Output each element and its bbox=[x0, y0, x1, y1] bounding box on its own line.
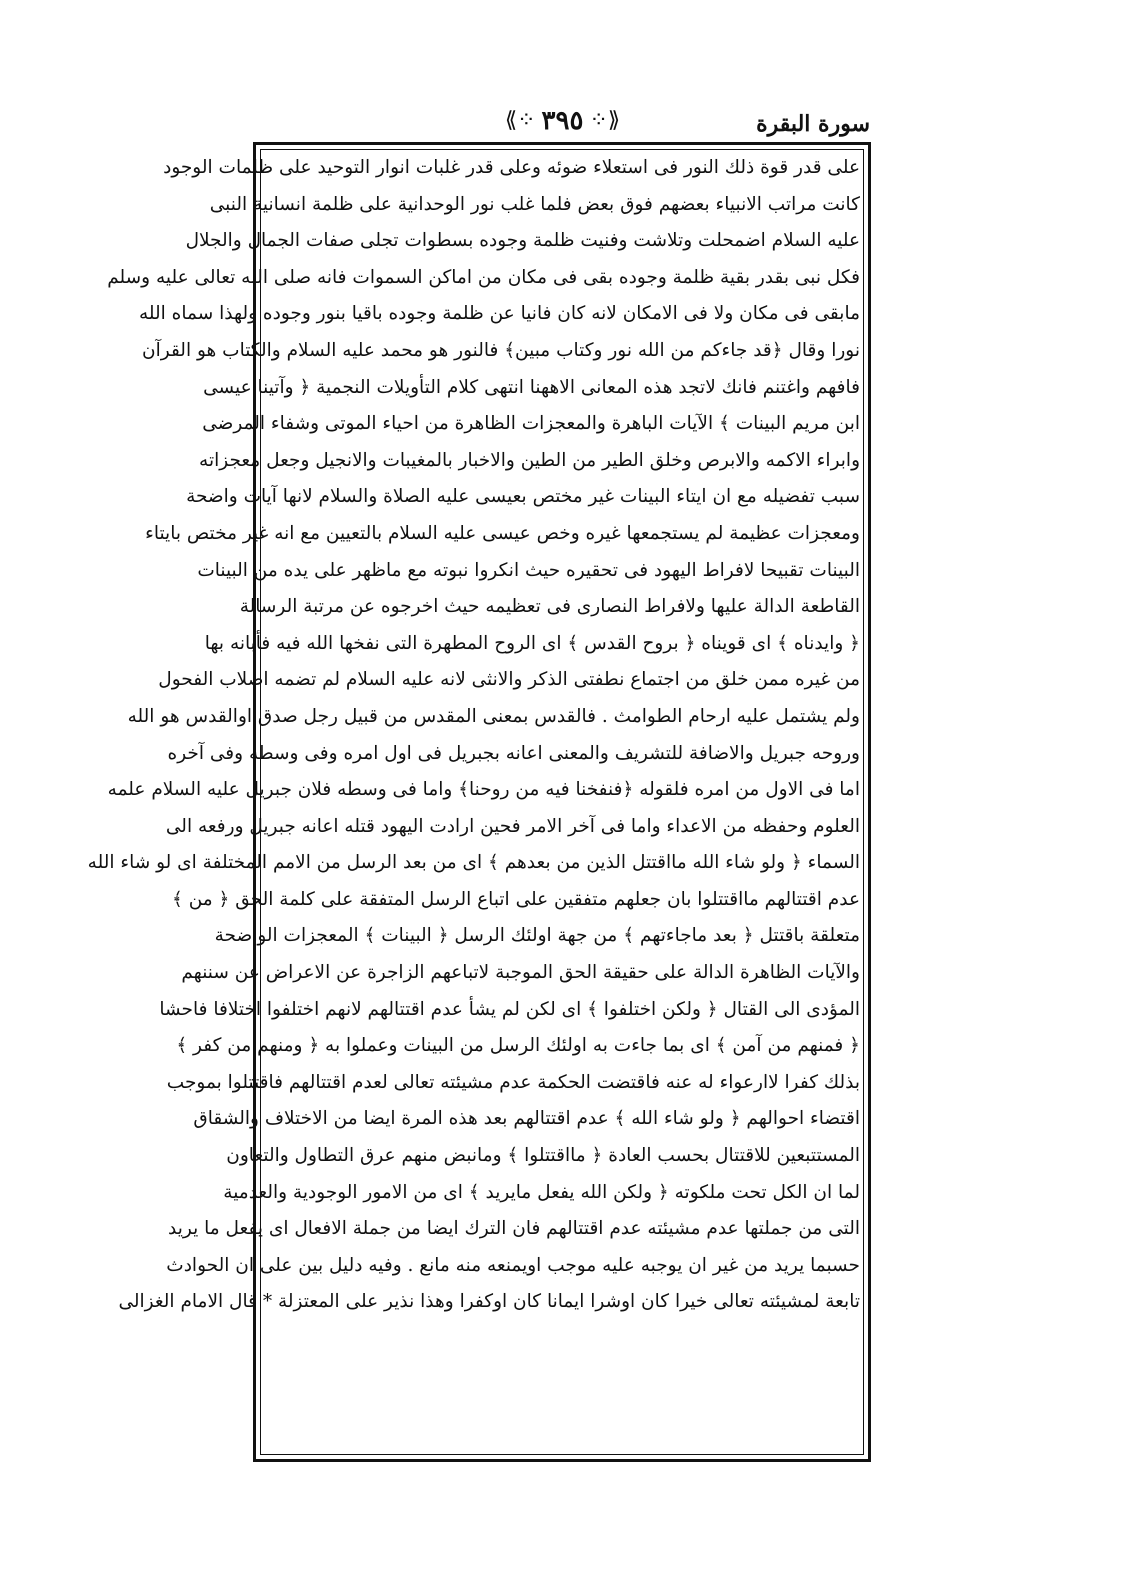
text-line: ﴿ فمنهم من آمن ﴾ اى بما جاءت به اولئك الرسل من البينات وعملوا به ﴿ ومنهم من كفر ﴾ bbox=[176, 1035, 860, 1057]
text-line: تابعة لمشيئته تعالى خيرا كان اوشرا ايمانا كان اوكفرا وهذا نذير على المعتزلة * قال الامام الغزالى bbox=[118, 1291, 860, 1313]
text-line: العلوم وحفظه من الاعداء واما فى آخر الامر فحين ارادت اليهود قتله اعانه جبريل ورفعه الى bbox=[165, 815, 860, 837]
text-line: متعلقة باقتتل ﴿ بعد ماجاءتهم ﴾ من جهة اولئك الرسل ﴿ البينات ﴾ المعجزات الواضحة bbox=[214, 925, 860, 947]
text-line: عدم اقتتالهم مااقتتلوا بان جعلهم متفقين على اتباع الرسل المتفقة على كلمة الحق ﴿ من ﴾ bbox=[171, 888, 860, 910]
text-line: ولم يشتمل عليه ارحام الطوامث . فالقدس بمعنى المقدس من قبيل رجل صدق اوالقدس هو الله bbox=[127, 705, 860, 727]
text-line: البينات تقبيحا لافراط اليهود فى تحقيره حيث انكروا نبوته مع ماظهر على يده من البينات bbox=[197, 559, 860, 581]
text-line: على قدر قوة ذلك النور فى استعلاء ضوئه وعلى قدر غلبات انوار التوحيد على ظلمات الوجود bbox=[163, 157, 860, 178]
text-line: اقتضاء احوالهم ﴿ ولو شاء الله ﴾ عدم اقتتالهم بعد هذه المرة ايضا من الاختلاف والشقاق bbox=[193, 1108, 860, 1130]
text-line: فافهم واغتنم فانك لاتجد هذه المعانى الاههنا انتهى كلام التأويلات النجمية ﴿ وآتينا عيسى bbox=[203, 376, 860, 398]
text-line: فكل نبى بقدر بقية ظلمة وجوده بقى فى مكان من اماكن السموات فانه صلى الله تعالى عليه وسلم bbox=[107, 266, 860, 288]
text-line: نورا وقال ﴿قد جاءكم من الله نور وكتاب مبين﴾ فالنور هو محمد عليه السلام والكتاب هو القرآن bbox=[142, 339, 860, 361]
ornament-right-icon: ⁘⟫ bbox=[589, 108, 621, 133]
text-line: وابراء الاكمه والابرص وخلق الطير من الطين والاخبار بالمغيبات والانجيل وجعل معجزاته bbox=[199, 449, 860, 471]
text-line: ومعجزات عظيمة لم يستجمعها غيره وخص عيسى عليه السلام بالتعيين مع انه غير مختص بايتاء bbox=[145, 522, 860, 544]
text-line: كانت مراتب الانبياء بعضهم فوق بعض فلما غلب نور الوحدانية على ظلمة انسانية النبى bbox=[209, 193, 860, 215]
text-line: لما ان الكل تحت ملكوته ﴿ ولكن الله يفعل مايريد ﴾ اى من الامور الوجودية والعدمية bbox=[223, 1181, 860, 1203]
page-number: ٣٩٥ bbox=[541, 106, 584, 136]
text-line: عليه السلام اضمحلت وتلاشت وفنيت ظلمة وجوده بسطوات تجلى صفات الجمال والجلال bbox=[185, 230, 860, 252]
page-number-group bbox=[505, 103, 620, 139]
text-line: حسبما يريد من غير ان يوجبه عليه موجب اويمنعه منه مانع . وفيه دليل بين على ان الحوادث bbox=[166, 1254, 860, 1276]
text-line: المؤدى الى القتال ﴿ ولكن اختلفوا ﴾ اى لكن لم يشأ عدم اقتتالهم لانهم اختلفوا اختلافا فاحشا bbox=[159, 998, 860, 1020]
text-line: مابقى فى مكان ولا فى الامكان لانه كان فانيا عن ظلمة وجوده باقيا بنور وجوده ولهذا سماه الله bbox=[138, 303, 860, 325]
text-line: سبب تفضيله مع ان ايتاء البينات غير مختص بعيسى عليه الصلاة والسلام لانها آيات واضحة bbox=[186, 486, 860, 508]
text-line: من غيره ممن خلق من اجتماع نطفتى الذكر والانثى لانه عليه السلام لم تضمه اصلاب الفحول bbox=[158, 669, 860, 691]
surah-name: سورة البقرة bbox=[756, 111, 870, 137]
text-line: السماء ﴿ ولو شاء الله مااقتتل الذين من بعدهم ﴾ اى من بعد الرسل من الامم المختلفة اى لو شاء الله bbox=[87, 852, 860, 874]
text-line: بذلك كفرا لاارعواء له عنه فاقتضت الحكمة عدم مشيئته تعالى لعدم اقتتالهم فاقتتلوا بموجب bbox=[166, 1071, 860, 1093]
text-line: القاطعة الدالة عليها ولافراط النصارى فى تعظيمه حيث اخرجوه عن مرتبة الرسالة bbox=[239, 596, 860, 618]
text-line: ابن مريم البينات ﴾ الآيات الباهرة والمعجزات الظاهرة من احياء الموتى وشفاء المرضى bbox=[202, 413, 860, 435]
text-line: ﴿ وايدناه ﴾ اى قويناه ﴿ بروح القدس ﴾ اى الروح المطهرة التى نفخها الله فيه فأبانه بها bbox=[204, 632, 860, 654]
text-line: وروحه جبريل والاضافة للتشريف والمعنى اعانه بجبريل فى اول امره وفى وسطه وفى آخره bbox=[167, 742, 860, 764]
text-line: المستتبعين للاقتتال بحسب العادة ﴿ مااقتتلوا ﴾ ومانبض منهم عرق التطاول والتعاون bbox=[226, 1145, 860, 1167]
page-header bbox=[255, 103, 870, 147]
body-text bbox=[87, 150, 860, 1450]
text-line: اما فى الاول من امره فلقوله ﴿فنفخنا فيه من روحنا﴾ واما فى وسطه فلان جبريل عليه السلام علمه bbox=[107, 779, 860, 801]
text-line: التى من جملتها عدم مشيئته عدم اقتتالهم فان الترك ايضا من جملة الافعال اى يفعل ما يريد bbox=[168, 1218, 860, 1240]
ornament-left-icon: ⟪⁘ bbox=[504, 108, 536, 133]
text-line: والآيات الظاهرة الدالة على حقيقة الحق الموجبة لاتباعهم الزاجرة عن الاعراض عن سننهم bbox=[181, 962, 860, 984]
